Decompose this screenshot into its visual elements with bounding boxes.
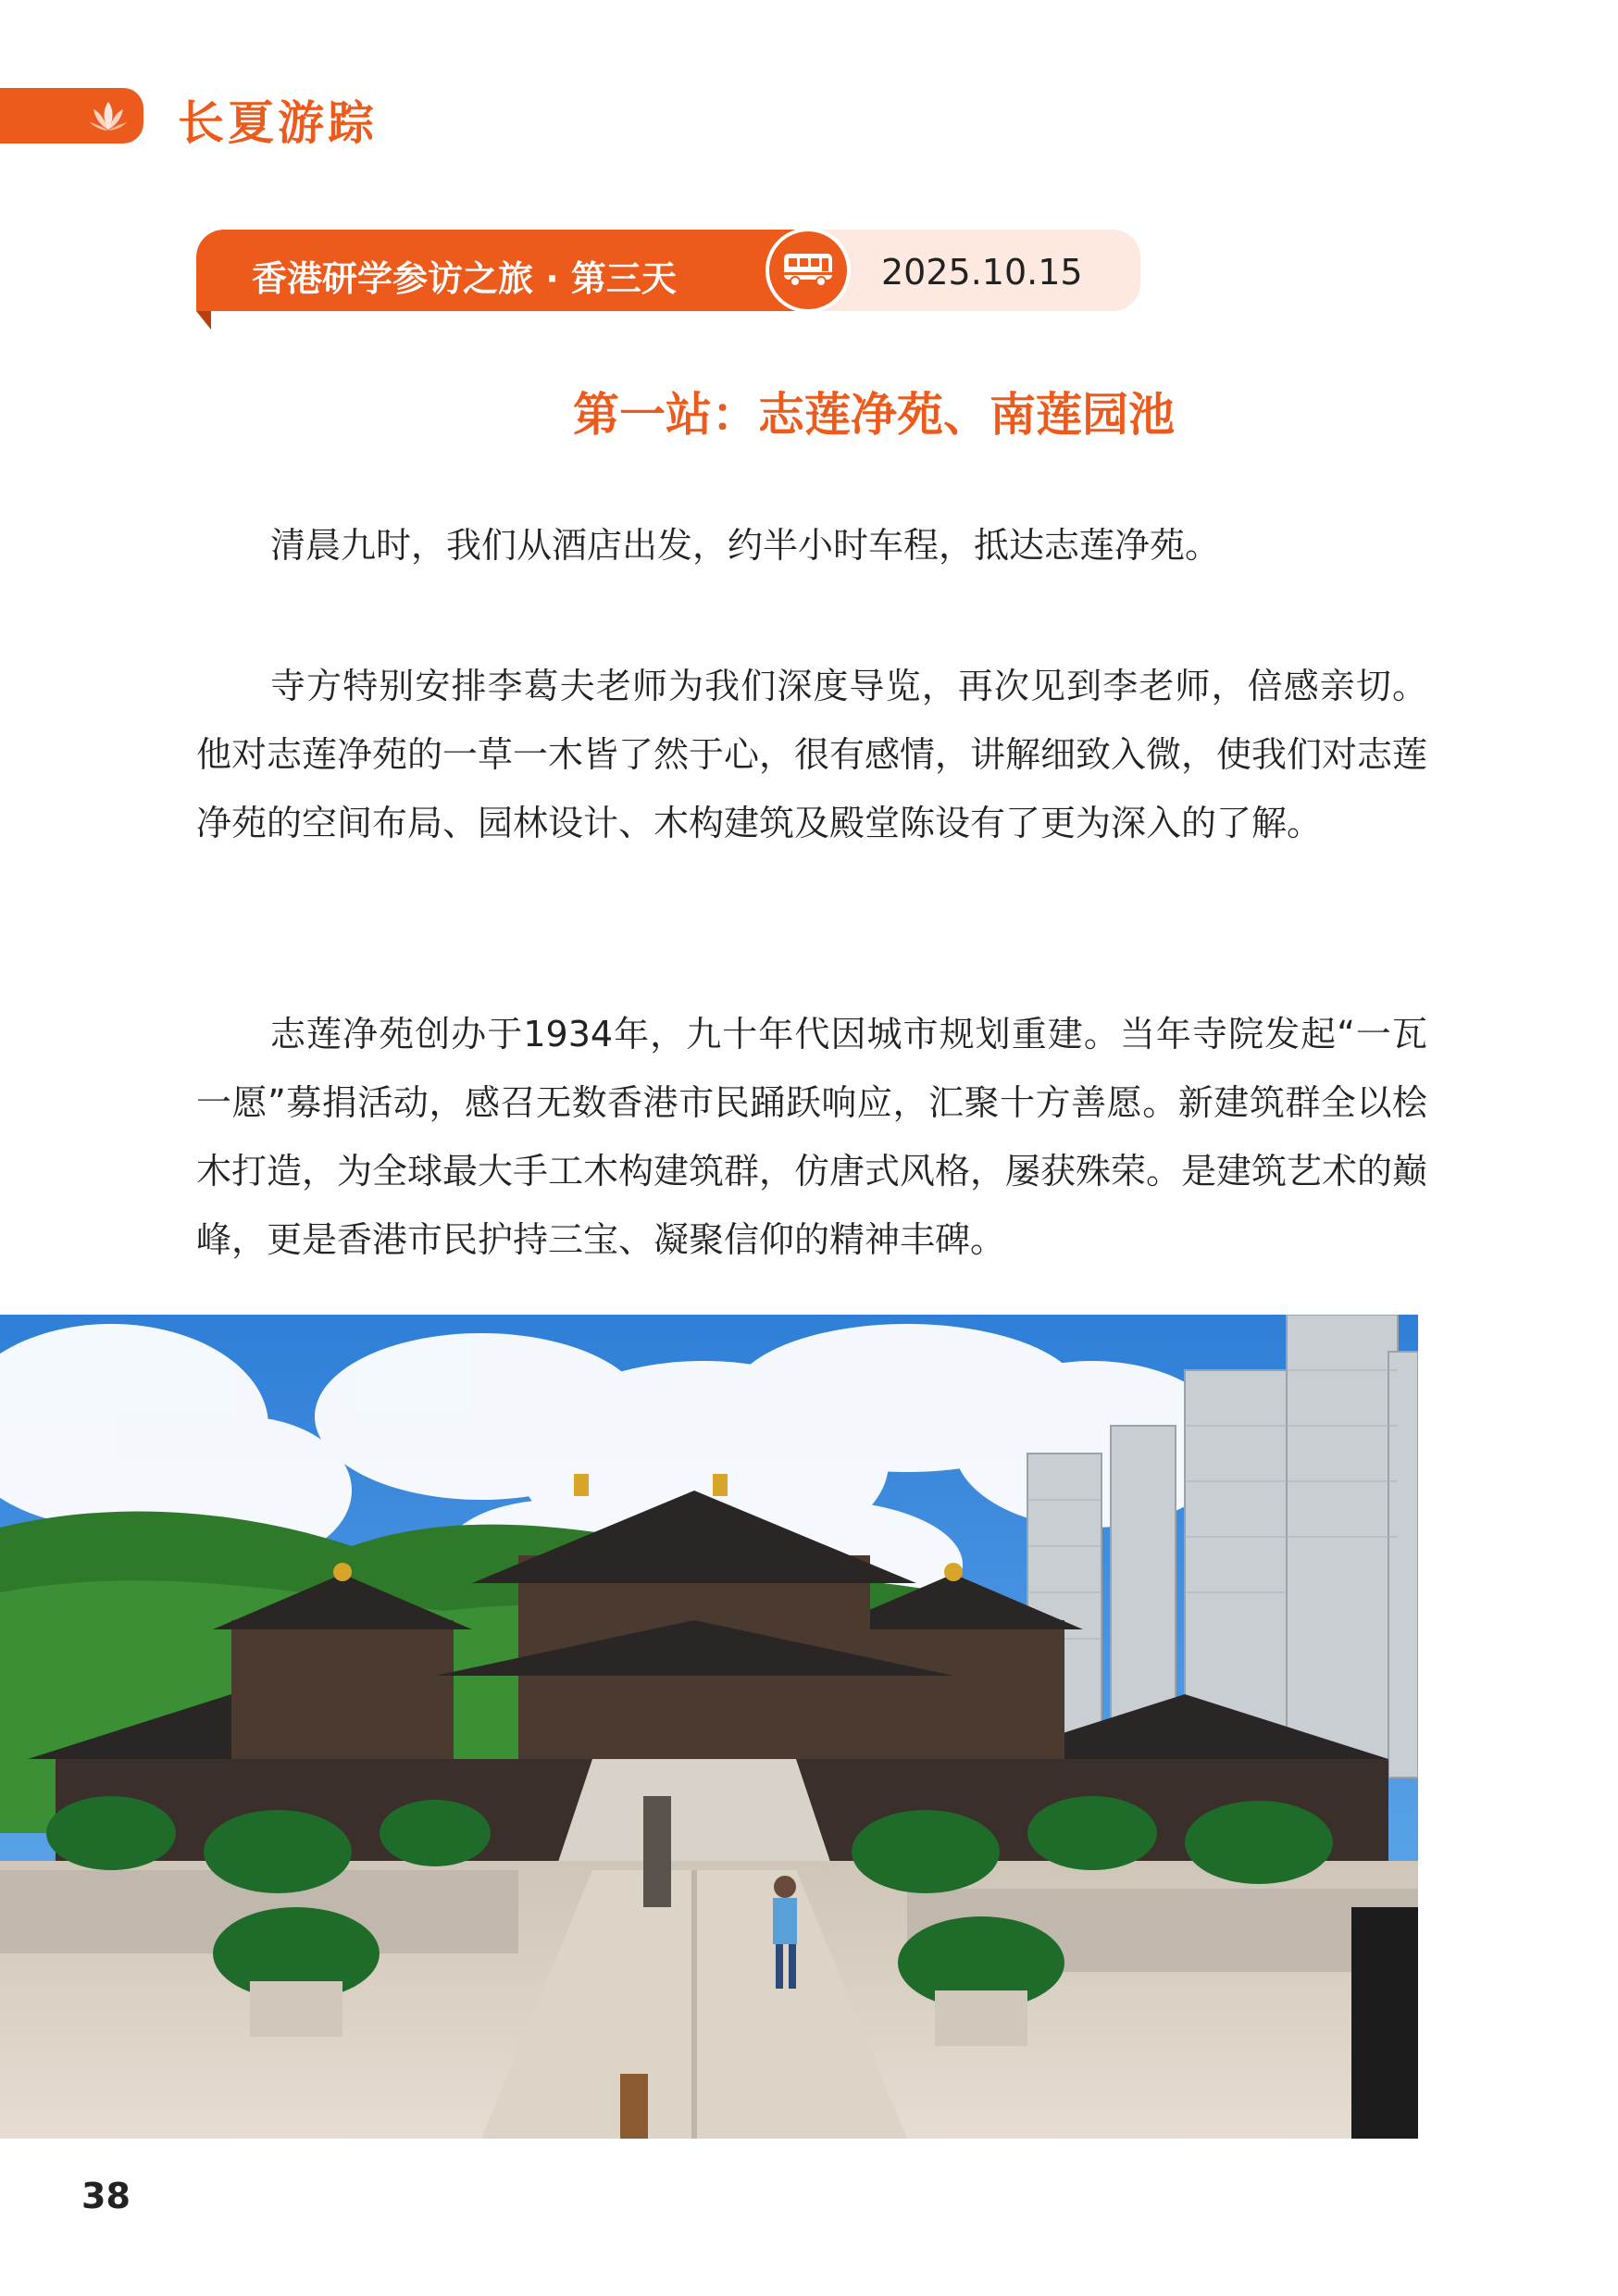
trip-label: 香港研学参访之旅 · 第三天 xyxy=(252,258,677,299)
page-number: 38 xyxy=(81,2176,131,2216)
trip-banner xyxy=(196,230,1140,311)
section-title: 长夏游踪 xyxy=(178,96,378,150)
temple-photo xyxy=(0,1315,1418,2139)
lotus-icon xyxy=(86,98,131,135)
paragraph-2: 寺方特别安排李葛夫老师为我们深度导览，再次见到李老师，倍感亲切。他对志莲净苑的一草一木皆了然于心，很有感情，讲解细致入微，使我们对志莲净苑的空间布局、园林设计、木构建筑及殿堂陈设有了更为深入的了解。 xyxy=(196,666,1428,843)
paragraph-3: 志莲净苑创办于1934年，九十年代因城市规划重建。当年寺院发起“一瓦一愿”募捐活动，感召无数香港市民踊跃响应，汇聚十方善愿。新建筑群全以桧木打造，为全球最大手工木构建筑群，仿唐式风格，屡获殊荣。是建筑艺术的巅峰，更是香港市民护持三宝、凝聚信仰的精神丰碑。 xyxy=(196,1014,1428,1260)
stop-heading: 第一站：志莲净苑、南莲园池 xyxy=(573,388,1175,442)
trip-banner-fold xyxy=(196,311,211,330)
paragraph-1: 清晨九时，我们从酒店出发，约半小时车程，抵达志莲净苑。 xyxy=(270,525,1221,566)
temple-photo-illustration xyxy=(0,1315,1418,2139)
trip-date: 2025.10.15 xyxy=(881,252,1083,293)
bus-badge xyxy=(765,228,851,313)
bus-icon xyxy=(782,252,834,289)
